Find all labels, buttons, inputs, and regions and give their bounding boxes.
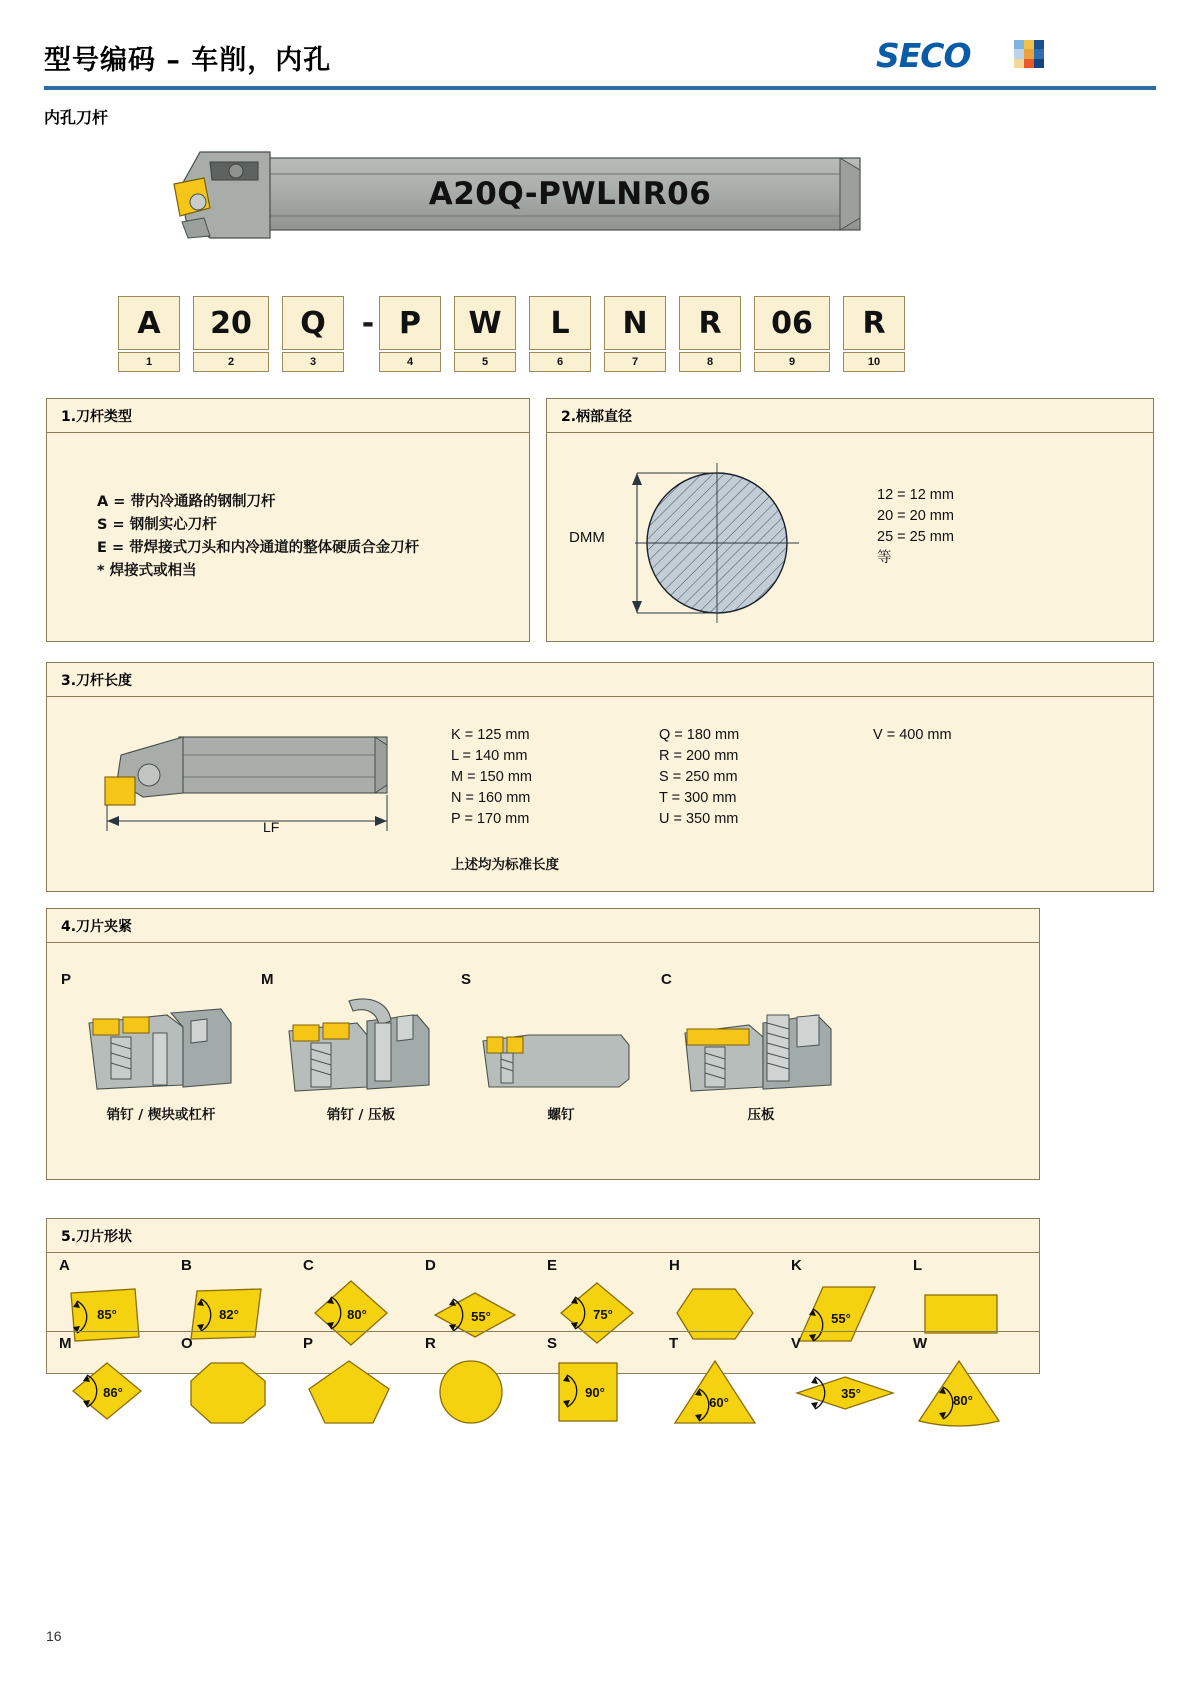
insert-shape-code-C: C <box>303 1257 314 1274</box>
list-item: K = 125 mm <box>451 727 530 743</box>
code-value-3: Q <box>282 296 344 350</box>
svg-text:85°: 85° <box>97 1307 117 1322</box>
code-index-4: 4 <box>379 352 441 372</box>
svg-text:55°: 55° <box>831 1311 851 1326</box>
list-item: T = 300 mm <box>659 790 737 806</box>
list-item: 20 = 20 mm <box>877 508 954 524</box>
clamping-caption-S: 螺钉 <box>547 1107 575 1123</box>
list-item: V = 400 mm <box>873 727 952 743</box>
insert-shape-art-M <box>57 1355 169 1433</box>
code-cell-1[interactable] <box>118 296 180 372</box>
insert-shape-M <box>57 1335 169 1435</box>
insert-shape-code-S: S <box>547 1335 558 1352</box>
code-index-1: 1 <box>118 352 180 372</box>
list-item: 12 = 12 mm <box>877 487 954 503</box>
list-item: * 焊接式或相当 <box>97 563 197 579</box>
logo-swatch-5 <box>1034 49 1044 58</box>
insert-shape-S <box>545 1335 657 1435</box>
code-value-1: A <box>118 296 180 350</box>
code-index-9: 9 <box>754 352 830 372</box>
dmm-label: DMM <box>569 529 605 546</box>
svg-text:80°: 80° <box>347 1307 367 1322</box>
insert-shape-code-V: V <box>791 1335 802 1352</box>
list-item: N = 160 mm <box>451 790 531 806</box>
insert-shape-O <box>179 1335 291 1435</box>
section-1-shank-type <box>46 398 530 642</box>
list-item: E = 带焊接式刀头和内冷通道的整体硬质合金刀杆 <box>97 540 420 556</box>
insert-shape-V <box>789 1335 901 1435</box>
code-cell-2[interactable] <box>193 296 269 372</box>
section-3-title: 3.刀杆长度 <box>47 663 1153 697</box>
insert-shape-art-O <box>179 1355 291 1433</box>
seco-logo <box>876 36 1044 76</box>
svg-text:82°: 82° <box>219 1307 239 1322</box>
clamping-illustration-M <box>271 993 451 1093</box>
logo-swatch-8 <box>1034 59 1044 68</box>
shank-diameter-diagram <box>567 461 847 631</box>
page-number: 16 <box>46 1628 62 1644</box>
code-value-9: 06 <box>754 296 830 350</box>
product-code-label: A20Q-PWLNR06 <box>428 176 712 212</box>
code-cell-8[interactable] <box>679 296 741 372</box>
insert-shape-code-T: T <box>669 1335 679 1352</box>
shank-length-diagram <box>87 715 427 835</box>
code-index-10: 10 <box>843 352 905 372</box>
insert-shape-art-V <box>789 1355 901 1433</box>
list-item: Q = 180 mm <box>659 727 740 743</box>
svg-text:90°: 90° <box>585 1385 605 1400</box>
list-item: U = 350 mm <box>659 811 739 827</box>
clamping-caption-P: 销钉 / 楔块或杠杆 <box>106 1107 216 1123</box>
code-index-2: 2 <box>193 352 269 372</box>
clamping-caption-M: 销钉 / 压板 <box>326 1107 396 1123</box>
logo-swatch-3 <box>1014 49 1024 58</box>
clamping-illustration-S <box>471 993 651 1093</box>
page-title: 型号编码 – 车削，内孔 <box>44 45 332 76</box>
code-value-2: 20 <box>193 296 269 350</box>
insert-shape-code-K: K <box>791 1257 802 1274</box>
list-item: P = 170 mm <box>451 811 530 827</box>
section-3-footnote: 上述均为标准长度 <box>451 857 559 873</box>
clamping-items <box>61 971 1021 1161</box>
svg-text:86°: 86° <box>103 1385 123 1400</box>
insert-shape-R <box>423 1335 535 1435</box>
section-2-values <box>877 485 954 569</box>
code-cell-10[interactable] <box>843 296 905 372</box>
logo-swatch-1 <box>1024 40 1034 49</box>
code-index-6: 6 <box>529 352 591 372</box>
svg-text:60°: 60° <box>709 1395 729 1410</box>
insert-shape-art-P <box>301 1355 413 1433</box>
list-item: S = 钢制实心刀杆 <box>97 517 217 533</box>
list-item: A = 带内冷通路的钢制刀杆 <box>97 494 276 510</box>
insert-shape-T <box>667 1335 779 1435</box>
insert-shape-row-1 <box>47 1257 1039 1331</box>
insert-shape-code-E: E <box>547 1257 558 1274</box>
shape-row-divider <box>47 1331 1039 1332</box>
clamping-code-P: P <box>61 971 72 988</box>
code-cell-9[interactable] <box>754 296 830 372</box>
insert-shape-code-L: L <box>913 1257 923 1274</box>
code-value-6: L <box>529 296 591 350</box>
code-value-10: R <box>843 296 905 350</box>
code-index-5: 5 <box>454 352 516 372</box>
clamping-caption-C: 压板 <box>747 1107 775 1123</box>
insert-shape-art-S <box>545 1355 657 1433</box>
insert-shape-art-R <box>423 1355 535 1433</box>
section-3-shank-length <box>46 662 1154 892</box>
insert-shape-code-W: W <box>913 1335 928 1352</box>
logo-color-grid <box>1014 40 1044 68</box>
logo-swatch-2 <box>1034 40 1044 49</box>
insert-shape-code-B: B <box>181 1257 192 1274</box>
logo-swatch-6 <box>1014 59 1024 68</box>
code-value-5: W <box>454 296 516 350</box>
section-4-title: 4.刀片夹紧 <box>47 909 1039 943</box>
insert-shape-code-O: O <box>181 1335 193 1352</box>
list-item: M = 150 mm <box>451 769 532 785</box>
code-cell-5[interactable] <box>454 296 516 372</box>
clamping-illustration-C <box>671 993 851 1093</box>
code-index-8: 8 <box>679 352 741 372</box>
insert-shape-art-W <box>911 1355 1023 1433</box>
section-3-column-1 <box>451 725 532 830</box>
section-2-shank-diameter <box>546 398 1154 642</box>
page-subtitle: 内孔刀杆 <box>44 108 109 127</box>
lf-label: LF <box>263 819 280 835</box>
svg-text:75°: 75° <box>593 1307 613 1322</box>
insert-shape-P <box>301 1335 413 1435</box>
svg-text:55°: 55° <box>471 1309 491 1324</box>
clamping-code-C: C <box>661 971 672 988</box>
logo-swatch-4 <box>1024 49 1034 58</box>
logo-wordmark: SECO <box>876 36 971 75</box>
section-3-column-3 <box>873 725 952 746</box>
section-5-insert-shape <box>46 1218 1040 1410</box>
logo-swatch-0 <box>1014 40 1024 49</box>
section-1-title: 1.刀杆类型 <box>47 399 529 433</box>
list-item: R = 200 mm <box>659 748 739 764</box>
insert-shape-code-H: H <box>669 1257 680 1274</box>
list-item: L = 140 mm <box>451 748 528 764</box>
clamping-code-S: S <box>461 971 472 988</box>
section-1-list <box>97 491 419 583</box>
insert-shape-row-2 <box>47 1335 1039 1409</box>
svg-text:80°: 80° <box>953 1393 973 1408</box>
code-cell-6[interactable] <box>529 296 591 372</box>
code-value-4: P <box>379 296 441 350</box>
page-header <box>0 0 1200 100</box>
code-value-8: R <box>679 296 741 350</box>
list-item: S = 250 mm <box>659 769 738 785</box>
insert-shape-code-P: P <box>303 1335 314 1352</box>
insert-shape-W <box>911 1335 1023 1435</box>
header-rule <box>44 86 1156 90</box>
code-cell-3[interactable] <box>282 296 344 372</box>
insert-shape-code-D: D <box>425 1257 436 1274</box>
code-value-7: N <box>604 296 666 350</box>
insert-shape-code-R: R <box>425 1335 436 1352</box>
list-item: 25 = 25 mm <box>877 529 954 545</box>
clamping-illustration-P <box>71 993 251 1093</box>
code-separator: - <box>361 305 375 341</box>
insert-shape-code-M: M <box>59 1335 72 1352</box>
insert-shape-art-T <box>667 1355 779 1433</box>
code-index-3: 3 <box>282 352 344 372</box>
section-5-title: 5.刀片形状 <box>47 1219 1039 1253</box>
code-index-7: 7 <box>604 352 666 372</box>
list-item: 等 <box>877 550 892 566</box>
clamping-code-M: M <box>261 971 274 988</box>
code-cell-4[interactable] <box>379 296 441 372</box>
insert-shape-code-A: A <box>59 1257 70 1274</box>
section-3-column-2 <box>659 725 739 830</box>
section-4-insert-clamping <box>46 908 1040 1180</box>
svg-text:35°: 35° <box>841 1386 861 1401</box>
section-2-title: 2.柄部直径 <box>547 399 1153 433</box>
code-cell-7[interactable] <box>604 296 666 372</box>
logo-swatch-7 <box>1024 59 1034 68</box>
